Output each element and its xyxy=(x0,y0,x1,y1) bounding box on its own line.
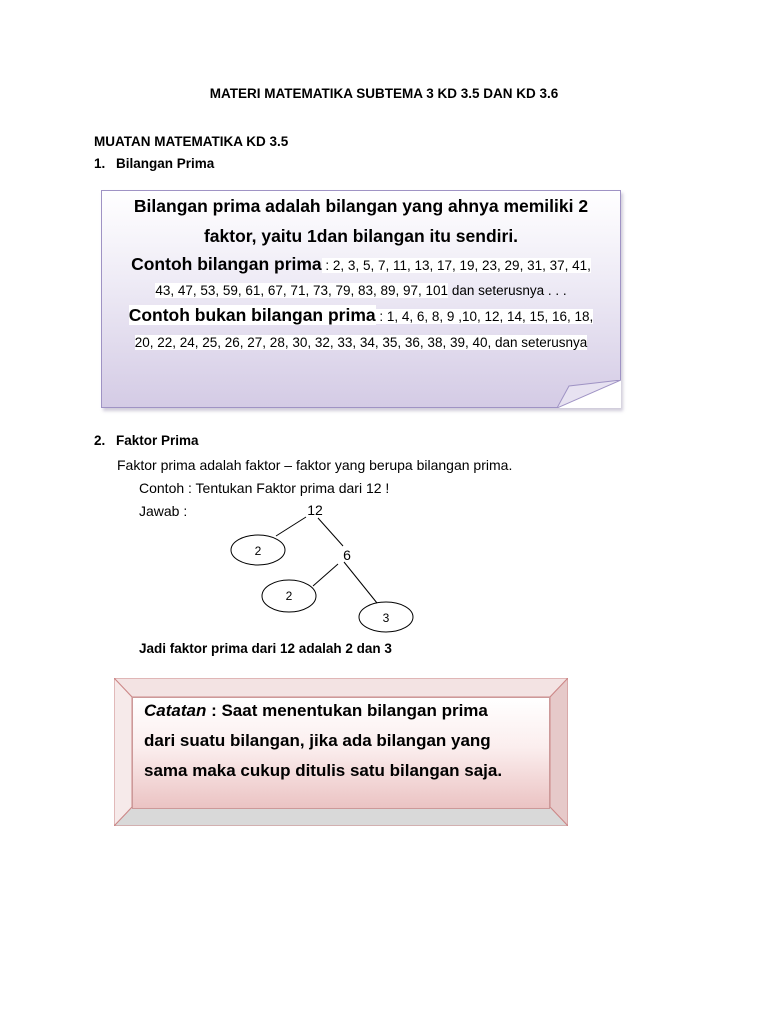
tree-edge-6-2 xyxy=(313,564,338,586)
note-box-inner xyxy=(132,697,550,809)
tree-leaf-2a: 2 xyxy=(254,544,262,558)
document-title: MATERI MATEMATIKA SUBTEMA 3 KD 3.5 DAN KD 3.6 xyxy=(209,86,559,101)
factor-tree xyxy=(220,500,420,636)
tree-node-6: 6 xyxy=(343,547,351,563)
faktor-prima-definition: Faktor prima adalah faktor – faktor yang berupa bilangan prima. xyxy=(117,457,513,473)
prime-example-values-1: : 2, 3, 5, 7, 11, 13, 17, 19, 23, 29, 31, 37, 41, xyxy=(321,258,591,273)
definition-box xyxy=(101,190,621,408)
conclusion-text: Jadi faktor prima dari 12 adalah 2 dan 3 xyxy=(139,641,392,656)
nonprime-example-values-2: 20, 22, 24, 25, 26, 27, 28, 30, 32, 33, 34, 35, 36, 38, 39, 40, dan seterusnya xyxy=(134,335,588,350)
section-1-heading xyxy=(94,156,214,171)
tree-root-12: 12 xyxy=(307,502,323,518)
prime-example-row-2 xyxy=(102,283,620,298)
tree-leaf-3: 3 xyxy=(382,611,390,625)
tree-edge-6-3 xyxy=(344,562,377,603)
tree-leaf-2b: 2 xyxy=(285,589,293,603)
note-line-2: dari suatu bilangan, jika ada bilangan yang xyxy=(144,731,491,750)
prime-example-label: Contoh bilangan prima xyxy=(131,254,322,274)
note-box xyxy=(114,678,568,826)
example-question: Contoh : Tentukan Faktor prima dari 12 ! xyxy=(139,480,390,496)
page-curl-icon xyxy=(557,380,621,408)
note-label: Catatan xyxy=(144,701,207,720)
section-2-heading xyxy=(94,433,199,448)
section-1-number: 1. xyxy=(94,156,106,171)
definition-line-2: faktor, yaitu 1dan bilangan itu sendiri. xyxy=(203,226,519,246)
section-1-title: Bilangan Prima xyxy=(116,156,215,171)
prime-example-row xyxy=(102,254,620,275)
nonprime-example-row xyxy=(102,305,620,326)
tree-edge-12-6 xyxy=(318,518,343,546)
section-2-title: Faktor Prima xyxy=(116,433,199,448)
tree-edge-12-2 xyxy=(276,517,306,536)
note-line-1-text: : Saat menentukan bilangan prima xyxy=(206,701,488,720)
nonprime-example-row-2 xyxy=(102,335,620,350)
prime-example-values-2: 43, 47, 53, 59, 61, 67, 71, 73, 79, 83, 89, 97, 101 xyxy=(155,283,449,298)
subtitle: MUATAN MATEMATIKA KD 3.5 xyxy=(94,134,289,149)
nonprime-example-values-1: : 1, 4, 6, 8, 9 ,10, 12, 14, 15, 16, 18, xyxy=(375,309,594,324)
note-line-1 xyxy=(144,701,488,721)
definition-line-1: Bilangan prima adalah bilangan yang ahnya memiliki 2 xyxy=(133,196,589,216)
prime-example-suffix: dan seterusnya . . . xyxy=(448,283,567,298)
nonprime-example-label: Contoh bukan bilangan prima xyxy=(128,305,376,325)
answer-label: Jawab : xyxy=(139,503,188,519)
note-line-3: sama maka cukup ditulis satu bilangan saja. xyxy=(144,761,503,780)
section-2-number: 2. xyxy=(94,433,106,448)
